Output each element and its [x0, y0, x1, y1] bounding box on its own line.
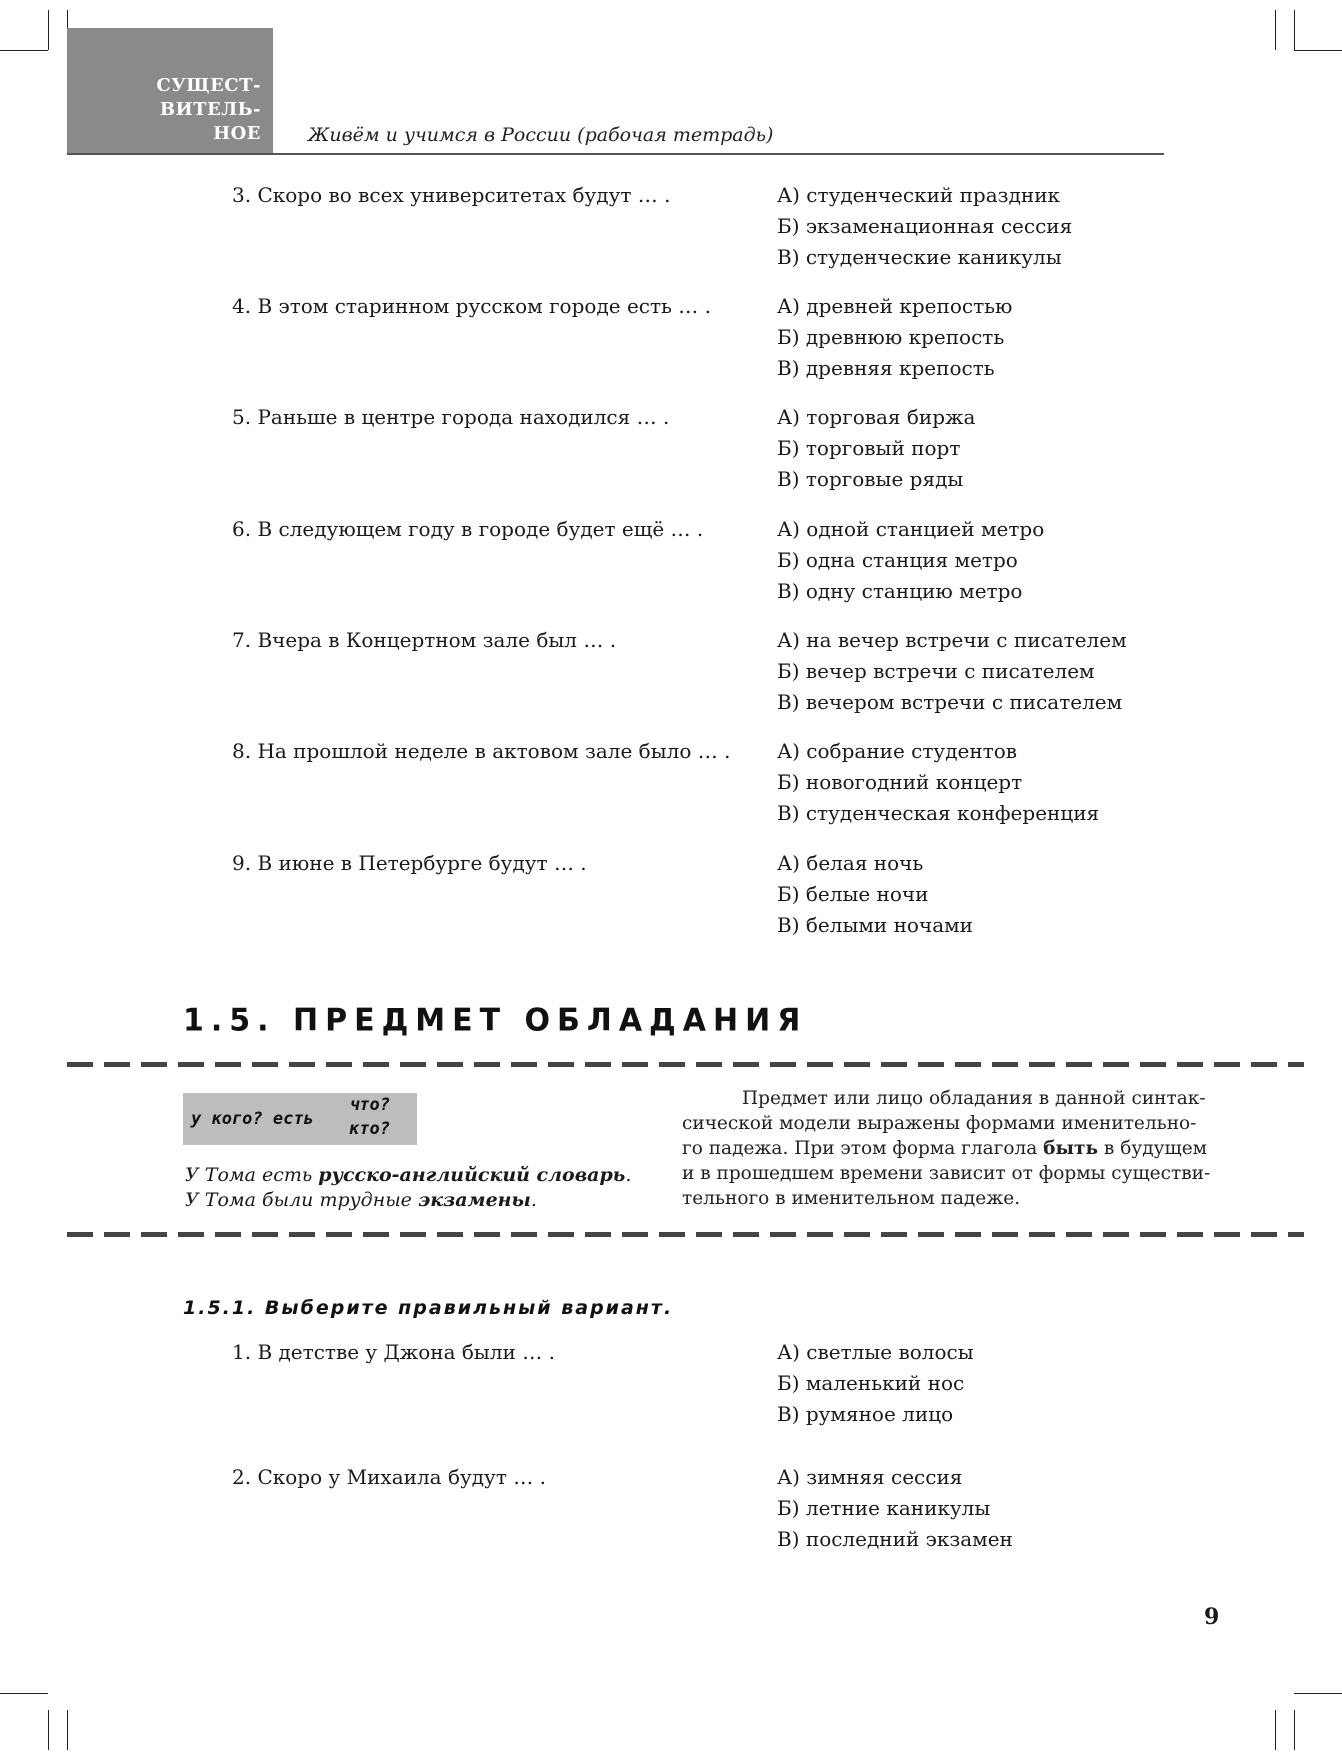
crop-mark: [0, 50, 48, 51]
formula-main: у кого? есть: [191, 1109, 314, 1129]
answer-option: В) торговые ряды: [777, 467, 964, 491]
crop-mark: [1275, 1710, 1276, 1750]
answer-option: А) светлые волосы: [777, 1340, 974, 1364]
answer-options: [777, 291, 1012, 384]
crop-mark: [1294, 1693, 1342, 1694]
answer-option: А) белая ночь: [777, 851, 924, 875]
question-text: 6. В следующем году в городе будет ещё … .: [232, 517, 704, 541]
answer-option: Б) древнюю крепость: [777, 325, 1005, 349]
answer-option: А) на вечер встречи с писателем: [777, 628, 1127, 652]
question-text: 5. Раньше в центре города находился … .: [232, 405, 670, 429]
dashed-divider: [67, 1232, 1304, 1237]
crop-mark: [1294, 1710, 1295, 1750]
question-text: 8. На прошлой неделе в актовом зале было … .: [232, 739, 731, 763]
dashed-divider: [67, 1062, 1304, 1067]
header-divider: [67, 153, 1164, 155]
answer-option: В) румяное лицо: [777, 1402, 954, 1426]
explanation-paragraph: Предмет или лицо обладания в данной синтак- сической модели выражены формами именительно- го падежа. При этом форма глагола быть в будущем и в прошедшем времени зависит от формы существи- тельного в именительном падеже.: [682, 1088, 1211, 1209]
crop-mark: [67, 10, 68, 30]
crop-mark: [48, 10, 49, 50]
answer-option: Б) вечер встречи с писателем: [777, 659, 1095, 683]
crop-mark: [48, 1710, 49, 1750]
question-text: 9. В июне в Петербурге будут … .: [232, 851, 587, 875]
book-title: Живём и учимся в России (рабочая тетрадь): [308, 124, 774, 146]
answer-option: В) последний экзамен: [777, 1527, 1013, 1551]
page-number: 9: [1204, 1604, 1220, 1630]
answer-option: Б) одна станция метро: [777, 548, 1018, 572]
answer-option: А) студенческий праздник: [777, 183, 1061, 207]
example-sentences: [185, 1163, 631, 1213]
crop-mark: [1275, 10, 1276, 50]
answer-option: А) древней крепостью: [777, 294, 1013, 318]
example-sentence: У Тома есть русско-английский словарь.: [185, 1164, 632, 1186]
crop-mark: [1294, 50, 1342, 51]
answer-options: [777, 625, 1127, 718]
answer-option: Б) летние каникулы: [777, 1496, 991, 1520]
answer-option: В) вечером встречи с писателем: [777, 690, 1123, 714]
answer-options: [777, 1462, 1013, 1555]
answer-option: Б) маленький нос: [777, 1371, 965, 1395]
answer-option: А) зимняя сессия: [777, 1465, 963, 1489]
answer-option: Б) новогодний концерт: [777, 770, 1023, 794]
question-text: 1. В детстве у Джона были … .: [232, 1340, 555, 1364]
crop-mark: [1294, 10, 1295, 50]
answer-options: [777, 736, 1099, 829]
answer-option: Б) белые ночи: [777, 882, 929, 906]
question-text: 2. Скоро у Михаила будут … .: [232, 1465, 546, 1489]
chapter-tab: [67, 28, 273, 154]
example-sentence: У Тома были трудные экзамены.: [185, 1189, 537, 1211]
answer-option: В) одну станцию метро: [777, 579, 1023, 603]
crop-mark: [67, 1710, 68, 1750]
formula-what: что?: [349, 1095, 390, 1115]
answer-options: [777, 514, 1044, 607]
grammar-formula-box: [183, 1093, 417, 1145]
answer-option: В) студенческие каникулы: [777, 245, 1062, 269]
answer-option: В) студенческая конференция: [777, 801, 1100, 825]
formula-who: кто?: [349, 1119, 390, 1139]
answer-options: [777, 402, 975, 495]
chapter-tab-title: СУЩЕСТ- ВИТЕЛЬ- НОЕ: [156, 75, 261, 144]
answer-options: [777, 1337, 974, 1430]
answer-option: А) собрание студентов: [777, 739, 1018, 763]
answer-option: В) белыми ночами: [777, 913, 974, 937]
answer-options: [777, 180, 1072, 273]
section-title: 1.5. ПРЕДМЕТ ОБЛАДАНИЯ: [183, 1002, 808, 1039]
answer-option: Б) торговый порт: [777, 436, 961, 460]
answer-options: [777, 848, 973, 941]
question-text: 4. В этом старинном русском городе есть … .: [232, 294, 712, 318]
exercise-title: 1.5.1. Выберите правильный вариант.: [183, 1297, 674, 1319]
answer-option: Б) экзаменационная сессия: [777, 214, 1073, 238]
question-text: 3. Скоро во всех университетах будут … .: [232, 183, 671, 207]
answer-option: А) одной станцией метро: [777, 517, 1045, 541]
answer-option: В) древняя крепость: [777, 356, 995, 380]
crop-mark: [0, 1693, 48, 1694]
question-text: 7. Вчера в Концертном зале был … .: [232, 628, 617, 652]
answer-option: А) торговая биржа: [777, 405, 976, 429]
